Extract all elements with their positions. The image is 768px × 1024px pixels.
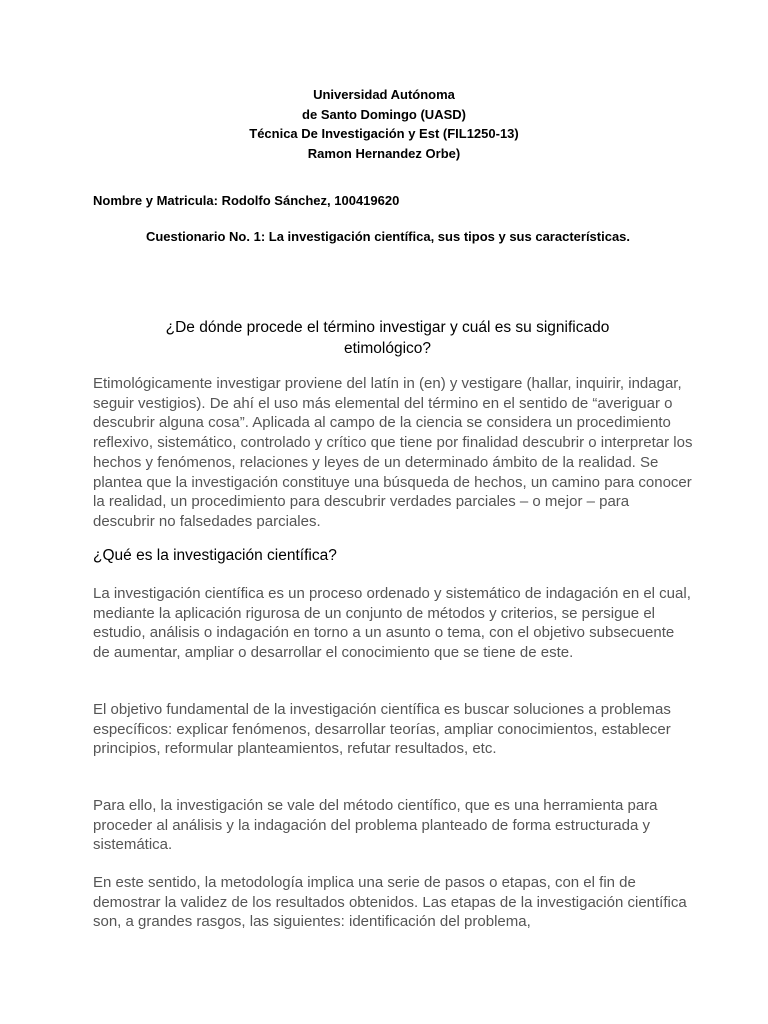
university-subname: de Santo Domingo (UASD) (302, 106, 466, 122)
section1-heading-line1: ¿De dónde procede el término investigar y cuál es su significado (165, 319, 610, 336)
student-info: Nombre y Matricula: Rodolfo Sánchez, 100419620 (93, 193, 400, 208)
professor-name: Ramon Hernandez Orbe) (307, 145, 461, 161)
section1-paragraph: Etimológicamente investigar proviene del latín in (en) y vestigare (hallar, inquirir, indagar, seguir vestigios). De ahí el uso más elemental del término en el sentido de “averiguar o descubrir alguna cosa”. Aplicada al campo de la ciencia se considera un procedimiento reflexivo, sistemático, controlado y crítico que tiene por finalidad descubrir o interpretar los hechos y fenómenos, relaciones y leyes de un determinado ámbito de la realidad. Se plantea que la investigación constituye una búsqueda de hechos, un camino para conocer la realidad, un procedimiento para descubrir verdades parciales – o mejor – para descubrir no falsedades parciales. (93, 375, 693, 530)
section1-heading-line2: etimológico? (343, 340, 432, 357)
section2-heading: ¿Qué es la investigación científica? (93, 547, 337, 564)
university-name: Universidad Autónoma (313, 87, 455, 102)
section1-heading (100, 317, 675, 359)
section2-paragraph4: En este sentido, la metodología implica una serie de pasos o etapas, con el fin de demostrar la validez de los resultados obtenidos. Las etapas de la investigación científica son, a grandes rasgos, las siguientes: identificación del problema, (93, 874, 687, 931)
course-name: Técnica De Investigación y Est (FIL1250-13) (249, 126, 519, 141)
section2-paragraph2: El objetivo fundamental de la investigación científica es buscar soluciones a problemas específicos: explicar fenómenos, desarrollar teorías, ampliar conocimientos, establecer principios, reformular planteamientos, refutar resultados, etc. (93, 701, 671, 758)
questionnaire-title: Cuestionario No. 1: La investigación científica, sus tipos y sus características. (145, 229, 631, 244)
document-header (0, 85, 768, 163)
section2-paragraph3: Para ello, la investigación se vale del método científico, que es una herramienta para proceder al análisis y la indagación del problema planteado de forma estructurada y sistemática. (93, 797, 658, 854)
section2-paragraph1: La investigación científica es un proceso ordenado y sistemático de indagación en el cual, mediante la aplicación rigurosa de un conjunto de métodos y criterios, se persigue el estudio, análisis o indagación en torno a un asunto o tema, con el objetivo subsecuente de aumentar, ampliar o desarrollar el conocimiento que se tiene de este. (93, 585, 691, 662)
